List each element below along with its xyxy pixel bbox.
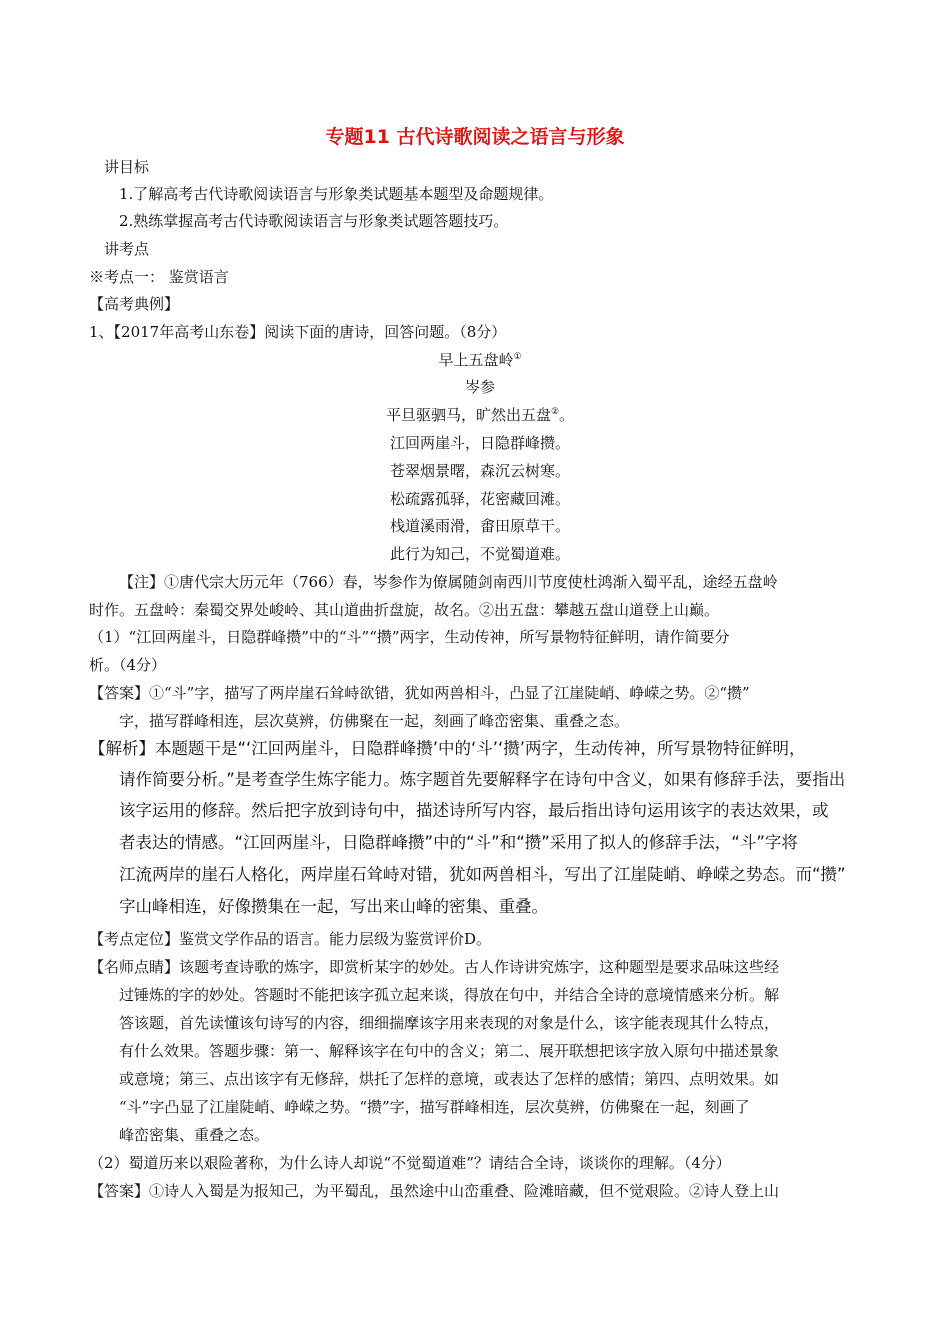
- analysis-line: 【解析】本题题干是“‘江回两崖斗，日隐群峰攒’中的‘斗’‘攒’两字，生动传神，所写景物特征鲜明，: [89, 739, 806, 758]
- analysis-line: 江流两岸的崖石人格化，两岸崖石耸峙对错，犹如两兽相斗，写出了江崖陡峭、峥嵘之势态。而“攒”: [119, 865, 846, 884]
- document-title: 专题11 古代诗歌阅读之语言与形象: [325, 126, 625, 148]
- analysis-line: 请作简要分析。”是考查学生炼字能力。炼字题首先要解释字在诗句中含义，如果有修辞手法，要指出: [119, 770, 846, 789]
- teacher-note-line: 【名师点睛】该题考查诗歌的炼字，即赏析某字的妙处。古人作诗讲究炼字，这种题型是要求品味这些经: [89, 958, 780, 976]
- analysis-line: 字山峰相连，好像攒集在一起，写出来山峰的密集、重叠。: [119, 897, 548, 916]
- analysis-line: 该字运用的修辞。然后把字放到诗句中，描述诗所写内容，最后指出诗句运用该字的表达效果，或: [119, 801, 829, 820]
- poem-line: 此行为知己，不觉蜀道难。: [389, 545, 570, 563]
- teacher-note-line: 峰峦密集、重叠之态。: [119, 1126, 270, 1144]
- question-one-line: （1）“江回两崖斗，日隐群峰攒”中的“斗”“攒”两字，生动传神，所写景物特征鲜明，请作简要分: [89, 628, 730, 646]
- question-one-line: 析。（4分）: [89, 656, 167, 674]
- poem-note-line: 时作。五盘岭：秦蜀交界处峻岭、其山道曲折盘旋，故名。②出五盘：攀越五盘山道登上山巅。: [89, 601, 720, 619]
- point-one-heading: ※考点一： 鉴赏语言: [89, 268, 229, 286]
- footnote-marker: ①: [513, 352, 522, 362]
- poem-line: 松疏露孤驿，花密藏回滩。: [389, 490, 570, 508]
- poem-line: 江回两崖斗，日隐群峰攒。: [389, 434, 570, 452]
- answer-one-line: 字，描写群峰相连，层次莫辨，仿佛聚在一起，刻画了峰峦密集、重叠之态。: [119, 712, 630, 730]
- analysis-line: 者表达的情感。“江回两崖斗，日隐群峰攒”中的“斗”和“攒”采用了拟人的修辞手法，“斗”字将: [119, 833, 798, 852]
- footnote-marker: ②: [550, 407, 560, 417]
- teacher-note-line: 或意境；第三、点出该字有无修辞，烘托了怎样的意境，或表达了怎样的感情；第四、点明效果。如: [119, 1070, 780, 1088]
- poem-title: 早上五盘岭①: [438, 351, 522, 369]
- answer-one-line: 【答案】①“斗”字，描写了两岸崖石耸峙欲错，犹如两兽相斗，凸显了江崖陡峭、峥嵘之势。②“攒”: [89, 684, 750, 702]
- question-two: （2）蜀道历来以艰险著称，为什么诗人却说“不觉蜀道难”？请结合全诗，谈谈你的理解。（4分）: [89, 1154, 731, 1172]
- point-position: 【考点定位】鉴赏文学作品的语言。能力层级为鉴赏评价D。: [89, 930, 492, 948]
- poem-line: 苍翠烟景曙，森沉云树寒。: [389, 462, 570, 480]
- teacher-note-line: 有什么效果。答题步骤：第一、解释该字在句中的含义；第二、展开联想把该字放入原句中描述景象: [119, 1042, 780, 1060]
- poem-line: 平旦驱驷马，旷然出五盘②。: [385, 406, 575, 424]
- poem-author: 岑参: [464, 378, 495, 396]
- teacher-note-line: 过锤炼的字的妙处。答题时不能把该字孤立起来谈，得放在句中，并结合全诗的意境情感来分析。解: [119, 986, 780, 1004]
- answer-two-line: 【答案】①诗人入蜀是为报知己，为平蜀乱，虽然途中山峦重叠、险滩暗藏，但不觉艰险。②诗人登上山: [89, 1182, 780, 1200]
- poem-note-line: 【注】①唐代宗大历元年（766）春，岑参作为僚属随剑南西川节度使杜鸿渐入蜀平乱，途经五盘岭: [119, 573, 778, 591]
- teacher-note-line: “斗”字凸显了江崖陡峭、峥嵘之势。“攒”字，描写群峰相连，层次莫辨，仿佛聚在一起，刻画了: [119, 1098, 750, 1116]
- objectives-heading: 讲目标: [104, 158, 150, 176]
- teacher-note-line: 答该题，首先读懂该句诗写的内容，细细揣摩该字用来表现的对象是什么，该字能表现其什么特点，: [119, 1014, 780, 1032]
- typical-example-heading: 【高考典例】: [89, 295, 180, 313]
- question-intro: 1、【2017年高考山东卷】阅读下面的唐诗，回答问题。（8分）: [89, 323, 507, 341]
- points-heading: 讲考点: [104, 240, 150, 258]
- objective-item: 2.熟练掌握高考古代诗歌阅读语言与形象类试题答题技巧。: [119, 212, 509, 230]
- poem-line: 栈道溪雨滑，畬田原草干。: [389, 517, 570, 535]
- objective-item: 1.了解高考古代诗歌阅读语言与形象类试题基本题型及命题规律。: [119, 185, 554, 203]
